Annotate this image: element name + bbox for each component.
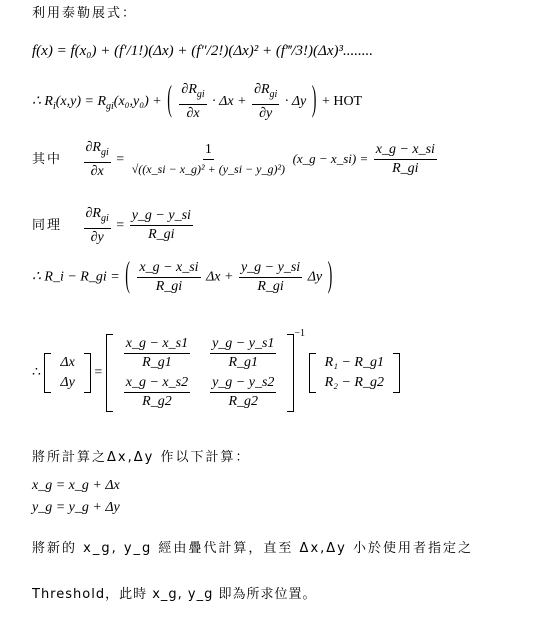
eq5-f1num: x_g − x_si [137, 260, 200, 278]
eq3-label: 其中 [32, 152, 63, 168]
eq2-lhs-sub: i [52, 100, 56, 112]
delta-vector [44, 353, 90, 393]
eq6-eq: = [94, 365, 103, 380]
eq3-num: ∂R [85, 140, 101, 155]
partial-y-equation [32, 206, 195, 246]
m12d: R_g1 [228, 354, 259, 370]
eq5-f1den: R_gi [155, 279, 183, 294]
inverse-exponent: −1 [294, 328, 306, 339]
eq2-lhs: ∴ R [32, 94, 53, 110]
eq3-rhs-fraction [374, 142, 437, 177]
eq3-one: 1 [203, 142, 214, 160]
eq3-mid: (x_g − x_si) = [292, 151, 369, 167]
eq4-rhs-fraction [130, 208, 193, 243]
eq5-f1 [137, 260, 200, 295]
heading: 利用泰勒展式： [32, 6, 138, 21]
eq4-num-sub: gi [101, 212, 109, 224]
eq2-args0: (x₀,y₀) + [113, 94, 162, 110]
eq5-dx: Δx + [206, 269, 234, 285]
vec-dx: Δx [60, 354, 75, 370]
eq6-therefore: ∴ [32, 365, 41, 380]
partial-y-num: ∂R [254, 82, 270, 97]
matrix-equation [32, 328, 400, 412]
m21d: R_g2 [142, 393, 172, 409]
partial-y-num-sub: gi [269, 88, 278, 100]
partial-x-fraction [179, 82, 206, 122]
eq3-sqrt-fraction [130, 142, 287, 177]
eq3-num-sub: gi [101, 146, 109, 158]
eq5-f2den: R_gi [257, 279, 284, 294]
eq4-den: ∂y [90, 229, 104, 245]
update-y: y_g = y_g + Δy [32, 500, 120, 515]
eq4-num: ∂R [85, 206, 101, 221]
rv1: R₁ − R_g1 [324, 354, 384, 370]
partial-x-den: ∂x [186, 105, 200, 121]
compute-instruction: 將所計算之Δx,Δy 作以下計算： [32, 450, 251, 465]
rv2: R₂ − R_g2 [324, 374, 384, 390]
eq3-rden: R_gi [392, 161, 419, 177]
iteration-text: 將新的 x_g, y_g 經由疊代計算，直至 Δx,Δy 小於使用者指定之 [32, 541, 473, 556]
linearized-equation [32, 82, 362, 122]
m11d: R_g1 [142, 354, 172, 370]
residual-equation [32, 256, 334, 296]
dx-term: · Δx + [212, 94, 247, 110]
eq5-f2 [239, 260, 302, 295]
m11n: x_g − x_s1 [124, 336, 190, 354]
eq5-dy: Δy [307, 269, 323, 285]
eq3-lhs-fraction [84, 140, 111, 180]
partial-x-num-sub: gi [196, 88, 205, 100]
hot-term: + HOT [321, 94, 363, 110]
m22d: R_g2 [228, 393, 259, 409]
eq2-lhs-args: (x,y) = R [55, 94, 107, 110]
eq5-lhs: ∴ R_i − R_gi = [32, 269, 120, 285]
partial-x-num: ∂R [181, 82, 197, 97]
partial-y-den: ∂y [259, 105, 273, 121]
eq4-rden: R_gi [148, 227, 175, 243]
dy-term: · Δy [284, 94, 307, 110]
eq5-open-paren: ( [125, 256, 130, 296]
eq2-gi: gi [106, 100, 114, 112]
residual-vector [309, 353, 400, 393]
m22n: y_g − y_s2 [210, 375, 276, 393]
eq4-rnum: y_g − y_si [130, 208, 193, 226]
partial-y-fraction [252, 82, 279, 122]
eq4-label: 同理 [32, 218, 63, 234]
eq4-eq: = [116, 218, 125, 234]
eq3-den: ∂x [90, 163, 104, 179]
partial-x-equation [32, 140, 439, 180]
eq3-eq: = [116, 152, 125, 168]
m21n: x_g − x_s2 [124, 375, 190, 393]
jacobian-matrix [106, 334, 295, 412]
eq3-rnum: x_g − x_si [374, 142, 437, 160]
update-x: x_g = x_g + Δx [32, 478, 120, 493]
eq5-f2num: y_g − y_si [239, 260, 302, 278]
vec-dy: Δy [60, 374, 75, 390]
eq2-open-paren: ( [167, 81, 172, 121]
taylor-equation: f(x) = f(x₀) + (f′/1!)(Δx) + (f″/2!)(Δx)² + (f‴/3!)(Δx)³........ [32, 43, 373, 59]
eq5-close-paren: ) [327, 256, 333, 296]
eq4-lhs-fraction [84, 206, 111, 246]
eq2-close-paren: ) [311, 81, 317, 121]
m12n: y_g − y_s1 [210, 336, 276, 354]
eq3-sqrt: √((x_si − x_g)² + (y_si − y_g)²) [131, 162, 286, 177]
threshold-text: Threshold，此時 x_g, y_g 即為所求位置。 [32, 587, 317, 602]
